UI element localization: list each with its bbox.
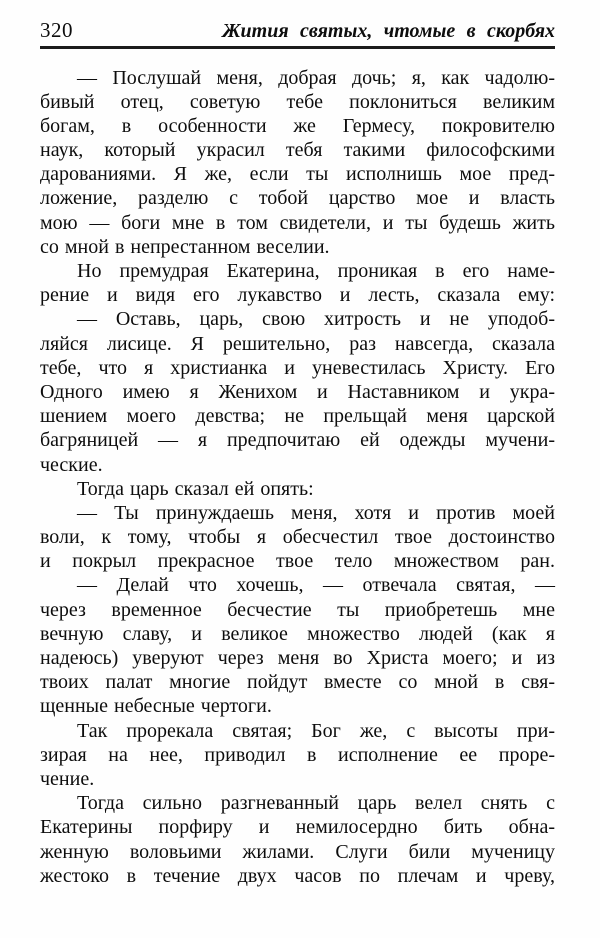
text-line: — Ты принуждаешь меня, хотя и против моей <box>77 501 555 524</box>
text-line: — Послушай меня, добрая дочь; я, как чадолю- <box>77 66 555 89</box>
text-line: щенные небесные чертоги. <box>40 695 272 718</box>
text-line: богам, в особенности же Гермесу, покровителю <box>40 114 555 137</box>
text-line: чение. <box>40 767 95 790</box>
text-line: дарованиями. Я же, если ты исполнишь мое пред- <box>40 163 555 186</box>
text-line: — Оставь, царь, свою хитрость и не уподоб- <box>77 308 555 331</box>
body-text <box>40 66 555 888</box>
text-line: — Делай что хочешь, — отвечала святая, — <box>77 574 555 597</box>
text-line: со мной в непрестанном веселии. <box>40 235 330 258</box>
text-line: ляйся лисице. Я решительно, раз навсегда, сказала <box>40 332 555 355</box>
text-line: ложение, разделю с тобой царство мое и власть <box>40 187 555 210</box>
text-line: Так прорекала святая; Бог же, с высоты при- <box>77 719 555 742</box>
text-line: через временное бесчестие ты приобретешь мне <box>40 598 555 621</box>
text-line: надеюсь) уверуют через меня во Христа моего; и из <box>40 647 555 669</box>
text-line: ческие. <box>40 453 103 476</box>
text-line: Одного имею я Женихом и Наставником и укра- <box>40 380 555 403</box>
text-line: Екатерины порфиру и немилосердно бить обна- <box>40 816 555 839</box>
text-line: вечную славу, и великое множество людей (как я <box>40 622 555 645</box>
page-number: 320 <box>40 18 73 42</box>
text-line: женную воловьими жилами. Слуги били мученицу <box>40 840 555 863</box>
text-line: твоих палат многие пойдут вместе со мной в свя- <box>40 671 555 694</box>
text-line: Тогда царь сказал ей опять: <box>77 477 314 500</box>
running-title: Жития святых, чтомые в скорбях <box>222 20 555 42</box>
page-header <box>40 18 555 42</box>
text-line: бивый отец, советую тебе поклониться великим <box>40 90 555 113</box>
text-line: тебе, что я христианка и уневестилась Христу. Его <box>40 356 555 379</box>
text-line: мою — боги мне в том свидетели, и ты будешь жить <box>40 211 555 234</box>
text-line: Тогда сильно разгневанный царь велел снять с <box>77 792 555 815</box>
text-line: багряницей — я предпочитаю ей одежды мучени- <box>40 429 555 452</box>
header-rule <box>40 46 555 49</box>
text-line: шением моего девства; не прельщай меня царской <box>40 405 555 428</box>
text-line: воли, к тому, чтобы я обесчестил твое достоинство <box>40 526 555 549</box>
text-line: рение и видя его лукавство и лесть, сказала ему: <box>40 284 555 307</box>
text-line: Но премудрая Екатерина, проникая в его наме- <box>77 260 555 282</box>
text-line: зирая на нее, приводил в исполнение ее проре- <box>40 743 555 766</box>
text-line: жестоко в течение двух часов по плечам и чреву, <box>40 864 555 887</box>
text-line: наук, который украсил тебя такими философскими <box>40 139 555 162</box>
text-line: и покрыл прекрасное твое тело множеством ран. <box>40 550 555 573</box>
